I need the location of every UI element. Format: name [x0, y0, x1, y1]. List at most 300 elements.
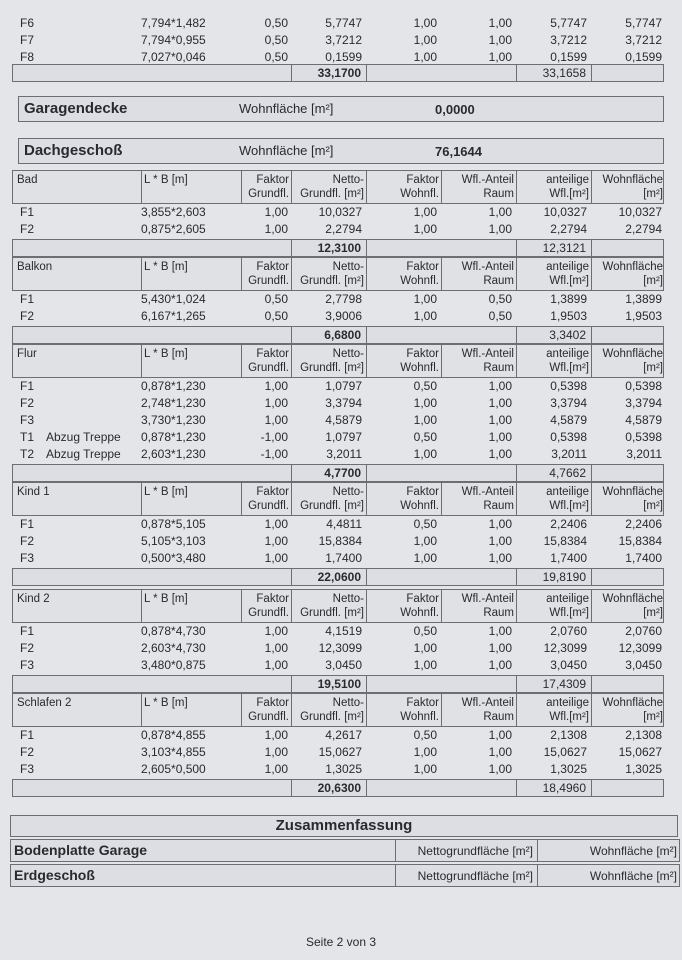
- cell-divider: [291, 65, 292, 81]
- cell-aw: 0,1599: [550, 50, 587, 64]
- sum-netto: 19,5100: [317, 677, 361, 691]
- header-wf: [591, 694, 665, 726]
- cell-fw: 1,00: [413, 551, 437, 565]
- header-lb: [141, 258, 241, 290]
- cell-fw: 0,50: [413, 517, 437, 531]
- header-line1: anteilige: [546, 697, 589, 709]
- cell-wf: 1,3025: [625, 762, 662, 776]
- row-id: F2: [20, 222, 35, 236]
- cell-ng: 15,8384: [318, 534, 362, 548]
- sum-anteilig: 17,4309: [542, 677, 586, 691]
- cell-divider: [591, 780, 592, 796]
- header-line1: Wfl.-Anteil: [461, 697, 514, 709]
- header-line1: Faktor: [406, 593, 439, 605]
- cell-aw: 1,9503: [550, 309, 587, 323]
- header-line2: Grundfl. [m²]: [300, 362, 364, 374]
- cell-aw: 12,3099: [543, 641, 587, 655]
- header-wa: [441, 590, 516, 622]
- header-line2: Wfl.[m²]: [549, 607, 589, 619]
- header-fg: [241, 258, 291, 290]
- header-line2: [m²]: [643, 362, 663, 374]
- sum-row: [12, 64, 664, 82]
- cell-fg: -1,00: [260, 430, 288, 444]
- cell-wa: 1,00: [488, 396, 512, 410]
- room-header: [12, 482, 664, 516]
- header-line2: Wfl.[m²]: [549, 711, 589, 723]
- header-line2: [m²]: [643, 711, 663, 723]
- cell-aw: 1,7400: [550, 551, 587, 565]
- header-lb: L * B [m]: [144, 593, 188, 605]
- header-name: [13, 694, 141, 726]
- header-ng: [291, 171, 366, 203]
- summary-row: [10, 864, 680, 887]
- cell-divider: [291, 240, 292, 256]
- garagendecke-box: [18, 96, 664, 122]
- cell-aw: 15,8384: [543, 534, 587, 548]
- cell-fw: 1,00: [413, 762, 437, 776]
- room-name: Kind 2: [17, 593, 50, 605]
- header-line2: Raum: [483, 500, 514, 512]
- dimensions: 0,875*2,605: [141, 222, 206, 236]
- room-header: [12, 257, 664, 291]
- row-id: F2: [20, 641, 35, 655]
- header-aw: [516, 694, 591, 726]
- table-row: [0, 446, 682, 463]
- header-ng: [291, 345, 366, 377]
- dimensions: 6,167*1,265: [141, 309, 206, 323]
- cell-fg: 1,00: [264, 205, 288, 219]
- header-line2: Grundfl.: [248, 275, 289, 287]
- room-header: [12, 589, 664, 623]
- row-id: F1: [20, 728, 35, 742]
- cell-divider: [591, 569, 592, 585]
- cell-divider: [591, 676, 592, 692]
- header-line1: Wohnfläche: [602, 697, 663, 709]
- header-name: [13, 345, 141, 377]
- header-line2: Grundfl.: [248, 362, 289, 374]
- header-name: [13, 171, 141, 203]
- cell-ng: 2,2794: [325, 222, 362, 236]
- sum-netto: 20,6300: [317, 781, 361, 795]
- cell-fg: 1,00: [264, 728, 288, 742]
- header-wa: [441, 345, 516, 377]
- header-lb: L * B [m]: [144, 261, 188, 273]
- header-ng: [291, 258, 366, 290]
- header-line2: Wfl.[m²]: [549, 188, 589, 200]
- header-line2: Wohnfl.: [400, 607, 439, 619]
- cell-aw: 15,0627: [543, 745, 587, 759]
- dimensions: 3,855*2,603: [141, 205, 206, 219]
- room-name: Flur: [17, 348, 37, 360]
- cell-wf: 1,3899: [625, 292, 662, 306]
- cell-divider: [291, 780, 292, 796]
- header-aw: [516, 345, 591, 377]
- table-row: [0, 533, 682, 550]
- cell-divider: [291, 327, 292, 343]
- cell-fw: 1,00: [413, 534, 437, 548]
- header-line1: Netto-: [332, 348, 364, 360]
- cell-wf: 3,3794: [625, 396, 662, 410]
- cell-fw: 0,50: [413, 430, 437, 444]
- cell-divider: [366, 327, 367, 343]
- cell-wa: 0,50: [488, 292, 512, 306]
- cell-wf: 2,0760: [625, 624, 662, 638]
- cell-divider: [591, 327, 592, 343]
- table-row: [0, 395, 682, 412]
- row-id: F2: [20, 309, 35, 323]
- cell-wa: 1,00: [488, 658, 512, 672]
- cell-aw: 10,0327: [543, 205, 587, 219]
- header-fg: [241, 171, 291, 203]
- cell-fw: 0,50: [413, 624, 437, 638]
- summary-title: Zusammenfassung: [275, 817, 413, 834]
- cell-divider: [291, 569, 292, 585]
- header-lb: L * B [m]: [144, 174, 188, 186]
- header-name: [13, 483, 141, 515]
- cell-ng: 3,2011: [326, 447, 362, 461]
- cell-wa: 1,00: [488, 33, 512, 47]
- table-row: [0, 15, 682, 32]
- cell-wf: 4,5879: [625, 413, 662, 427]
- row-id: F2: [20, 745, 35, 759]
- header-line2: Grundfl.: [248, 607, 289, 619]
- cell-wa: 1,00: [488, 447, 512, 461]
- cell-divider: [537, 865, 538, 886]
- row-id: T2: [20, 447, 35, 461]
- header-line2: Wohnfl.: [400, 362, 439, 374]
- cell-ng: 3,3794: [325, 396, 362, 410]
- header-line1: Faktor: [256, 486, 289, 498]
- sum-row: [12, 464, 664, 482]
- cell-divider: [516, 240, 517, 256]
- table-row: [0, 640, 682, 657]
- header-line1: Faktor: [256, 697, 289, 709]
- row-id: F2: [20, 534, 35, 548]
- summary-row: [10, 839, 680, 862]
- header-lb: [141, 171, 241, 203]
- header-line2: Wfl.[m²]: [549, 500, 589, 512]
- cell-wf: 3,0450: [625, 658, 662, 672]
- header-line2: Grundfl.: [248, 188, 289, 200]
- cell-wf: 0,5398: [625, 430, 662, 444]
- header-line2: Wfl.[m²]: [549, 362, 589, 374]
- row-id: F1: [20, 292, 35, 306]
- cell-fg: 1,00: [264, 396, 288, 410]
- header-line2: Wohnfl.: [400, 500, 439, 512]
- sum-anteilig: 4,7662: [549, 466, 586, 480]
- cell-aw: 3,0450: [550, 658, 587, 672]
- dimensions: 0,878*4,730: [141, 624, 206, 638]
- header-line2: [m²]: [643, 275, 663, 287]
- sum-netto: 33,1700: [317, 66, 361, 80]
- cell-wf: 3,2011: [626, 447, 662, 461]
- cell-fg: 0,50: [264, 292, 288, 306]
- cell-divider: [366, 240, 367, 256]
- header-wf: [591, 590, 665, 622]
- cell-fg: 1,00: [264, 624, 288, 638]
- cell-divider: [537, 840, 538, 861]
- header-wa: [441, 258, 516, 290]
- room-name: Balkon: [17, 261, 53, 273]
- header-fw: [366, 590, 441, 622]
- header-line1: Faktor: [256, 261, 289, 273]
- cell-ng: 4,4811: [326, 517, 362, 531]
- header-line1: anteilige: [546, 261, 589, 273]
- cell-ng: 10,0327: [318, 205, 362, 219]
- cell-fg: 1,00: [264, 413, 288, 427]
- sum-row: [12, 326, 664, 344]
- cell-aw: 1,3899: [550, 292, 587, 306]
- summary-title-bar: [10, 815, 678, 837]
- cell-divider: [516, 569, 517, 585]
- cell-ng: 4,5879: [325, 413, 362, 427]
- row-description: Abzug Treppe: [46, 447, 121, 461]
- dimensions: 0,878*1,230: [141, 430, 206, 444]
- header-line1: Wohnfläche: [602, 348, 663, 360]
- cell-aw: 2,0760: [550, 624, 587, 638]
- cell-fw: 1,00: [413, 447, 437, 461]
- header-line2: [m²]: [643, 607, 663, 619]
- cell-ng: 3,0450: [325, 658, 362, 672]
- sum-anteilig: 3,3402: [549, 328, 586, 342]
- table-row: [0, 429, 682, 446]
- cell-ng: 1,3025: [325, 762, 362, 776]
- table-row: [0, 516, 682, 533]
- cell-fg: 1,00: [264, 551, 288, 565]
- row-id: F3: [20, 762, 35, 776]
- sum-anteilig: 33,1658: [542, 66, 586, 80]
- row-id: T1: [20, 430, 35, 444]
- cell-fw: 1,00: [413, 205, 437, 219]
- header-fw: [366, 483, 441, 515]
- header-line1: Wohnfläche: [602, 174, 663, 186]
- header-line1: Wohnfläche: [602, 261, 663, 273]
- header-lb: [141, 483, 241, 515]
- dimensions: 0,878*1,230: [141, 379, 206, 393]
- cell-divider: [395, 840, 396, 861]
- header-fg: [241, 483, 291, 515]
- header-ng: [291, 694, 366, 726]
- row-id: F1: [20, 517, 35, 531]
- cell-fw: 1,00: [413, 33, 437, 47]
- cell-fw: 1,00: [413, 309, 437, 323]
- row-id: F1: [20, 379, 35, 393]
- header-aw: [516, 590, 591, 622]
- table-row: [0, 308, 682, 325]
- header-line1: Faktor: [406, 697, 439, 709]
- cell-wa: 1,00: [488, 624, 512, 638]
- dimensions: 2,605*0,500: [141, 762, 206, 776]
- header-lb: [141, 694, 241, 726]
- header-line2: Grundfl. [m²]: [300, 188, 364, 200]
- cell-fw: 0,50: [413, 379, 437, 393]
- dimensions: 3,480*0,875: [141, 658, 206, 672]
- cell-divider: [291, 676, 292, 692]
- cell-wf: 15,0627: [618, 745, 662, 759]
- header-line2: Wohnfl.: [400, 275, 439, 287]
- cell-divider: [366, 65, 367, 81]
- cell-divider: [516, 465, 517, 481]
- sum-row: [12, 568, 664, 586]
- cell-wa: 1,00: [488, 762, 512, 776]
- table-row: [0, 550, 682, 567]
- cell-ng: 4,2617: [325, 728, 362, 742]
- cell-ng: 1,0797: [325, 430, 362, 444]
- cell-fg: 0,50: [264, 50, 288, 64]
- summary-row-name: Bodenplatte Garage: [14, 842, 148, 858]
- header-line1: Wfl.-Anteil: [461, 261, 514, 273]
- cell-wf: 1,9503: [625, 309, 662, 323]
- cell-wf: 10,0327: [618, 205, 662, 219]
- cell-fw: 1,00: [413, 222, 437, 236]
- cell-divider: [516, 327, 517, 343]
- sum-netto: 22,0600: [317, 570, 361, 584]
- header-line2: Grundfl.: [248, 500, 289, 512]
- dimensions: 2,603*4,730: [141, 641, 206, 655]
- dimensions: 3,103*4,855: [141, 745, 206, 759]
- row-id: F1: [20, 205, 35, 219]
- summary-wf-label: Wohnfläche [m²]: [589, 869, 677, 883]
- header-line1: Wfl.-Anteil: [461, 348, 514, 360]
- sum-anteilig: 12,3121: [542, 241, 586, 255]
- header-lb: [141, 345, 241, 377]
- room-header: [12, 344, 664, 378]
- cell-fg: 1,00: [264, 658, 288, 672]
- cell-wa: 1,00: [488, 379, 512, 393]
- summary-ng-label: Nettogrundfläche [m²]: [417, 869, 533, 883]
- dimensions: 3,730*1,230: [141, 413, 206, 427]
- header-line1: Netto-: [332, 486, 364, 498]
- sum-row: [12, 239, 664, 257]
- header-ng: [291, 590, 366, 622]
- row-id: F6: [20, 16, 35, 30]
- room-header: [12, 170, 664, 204]
- table-row: [0, 32, 682, 49]
- header-line2: [m²]: [643, 500, 663, 512]
- cell-wf: 12,3099: [618, 641, 662, 655]
- header-lb: L * B [m]: [144, 697, 188, 709]
- row-id: F2: [20, 396, 35, 410]
- header-aw: [516, 483, 591, 515]
- dimensions: 7,794*0,955: [141, 33, 206, 47]
- cell-fg: 0,50: [264, 33, 288, 47]
- cell-wf: 1,7400: [625, 551, 662, 565]
- cell-aw: 0,5398: [550, 430, 587, 444]
- row-id: F3: [20, 658, 35, 672]
- cell-fg: 0,50: [264, 309, 288, 323]
- dimensions: 7,794*1,482: [141, 16, 206, 30]
- cell-ng: 3,9006: [325, 309, 362, 323]
- cell-aw: 4,5879: [550, 413, 587, 427]
- floor-label: Wohnfläche [m²]: [239, 101, 334, 116]
- cell-divider: [366, 676, 367, 692]
- dimensions: 5,105*3,103: [141, 534, 206, 548]
- cell-divider: [591, 65, 592, 81]
- cell-wf: 5,7747: [625, 16, 662, 30]
- header-line2: Grundfl. [m²]: [300, 711, 364, 723]
- cell-fg: 1,00: [264, 534, 288, 548]
- cell-divider: [366, 465, 367, 481]
- row-id: F1: [20, 624, 35, 638]
- cell-fw: 1,00: [413, 641, 437, 655]
- cell-wa: 1,00: [488, 430, 512, 444]
- cell-divider: [291, 465, 292, 481]
- cell-wf: 0,5398: [625, 379, 662, 393]
- header-wa: [441, 483, 516, 515]
- row-description: Abzug Treppe: [46, 430, 121, 444]
- header-aw: [516, 258, 591, 290]
- header-lb: L * B [m]: [144, 486, 188, 498]
- header-lb: [141, 590, 241, 622]
- cell-wa: 1,00: [488, 205, 512, 219]
- dimensions: 0,878*4,855: [141, 728, 206, 742]
- header-line2: Raum: [483, 362, 514, 374]
- table-row: [0, 412, 682, 429]
- header-wf: [591, 171, 665, 203]
- header-fw: [366, 258, 441, 290]
- header-line1: Wohnfläche: [602, 486, 663, 498]
- header-line2: Grundfl. [m²]: [300, 500, 364, 512]
- header-line2: Raum: [483, 711, 514, 723]
- dimensions: 2,603*1,230: [141, 447, 206, 461]
- cell-aw: 0,5398: [550, 379, 587, 393]
- cell-fg: 1,00: [264, 379, 288, 393]
- cell-wf: 0,1599: [625, 50, 662, 64]
- cell-fw: 1,00: [413, 396, 437, 410]
- header-ng: [291, 483, 366, 515]
- cell-fg: 1,00: [264, 745, 288, 759]
- cell-divider: [395, 865, 396, 886]
- header-name: [13, 590, 141, 622]
- header-wa: [441, 171, 516, 203]
- header-lb: L * B [m]: [144, 348, 188, 360]
- cell-divider: [516, 676, 517, 692]
- row-id: F3: [20, 413, 35, 427]
- dimensions: 7,027*0,046: [141, 50, 206, 64]
- table-row: [0, 727, 682, 744]
- sum-row: [12, 675, 664, 693]
- header-line1: Wfl.-Anteil: [461, 593, 514, 605]
- floor-title: Garagendecke: [24, 100, 128, 117]
- cell-divider: [366, 780, 367, 796]
- cell-aw: 3,3794: [550, 396, 587, 410]
- header-line2: Raum: [483, 607, 514, 619]
- header-line1: Wohnfläche: [602, 593, 663, 605]
- row-id: F7: [20, 33, 35, 47]
- header-line1: Faktor: [406, 348, 439, 360]
- dimensions: 0,500*3,480: [141, 551, 206, 565]
- cell-aw: 2,1308: [550, 728, 587, 742]
- header-fw: [366, 345, 441, 377]
- summary-wf-label: Wohnfläche [m²]: [589, 844, 677, 858]
- room-name: Schlafen 2: [17, 697, 72, 709]
- floor-label: Wohnfläche [m²]: [239, 143, 334, 158]
- cell-wf: 3,7212: [625, 33, 662, 47]
- cell-wa: 1,00: [488, 745, 512, 759]
- header-wa: [441, 694, 516, 726]
- cell-fw: 1,00: [413, 745, 437, 759]
- cell-divider: [516, 780, 517, 796]
- header-name: [13, 258, 141, 290]
- cell-wa: 1,00: [488, 534, 512, 548]
- cell-aw: 5,7747: [550, 16, 587, 30]
- header-line1: anteilige: [546, 486, 589, 498]
- header-line1: Wfl.-Anteil: [461, 174, 514, 186]
- cell-aw: 2,2794: [550, 222, 587, 236]
- sum-netto: 12,3100: [317, 241, 361, 255]
- cell-fw: 1,00: [413, 413, 437, 427]
- header-line1: Faktor: [256, 348, 289, 360]
